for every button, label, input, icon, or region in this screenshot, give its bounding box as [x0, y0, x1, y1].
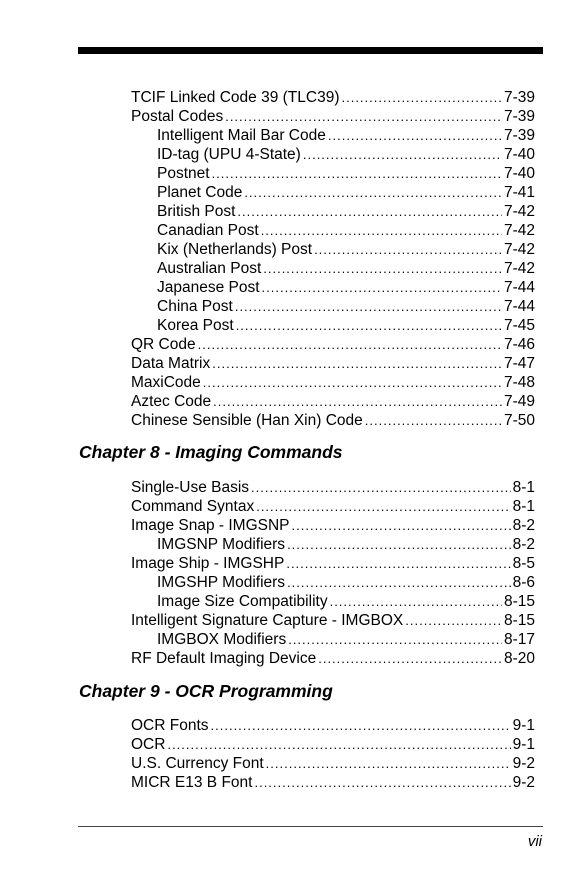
- dot-leader: [198, 335, 502, 354]
- toc-entry[interactable]: [131, 478, 535, 497]
- toc-entry-page-number: 8-2: [512, 536, 535, 553]
- toc-entry-page-number: 7-45: [503, 317, 535, 334]
- toc-entry-label: China Post: [157, 298, 233, 315]
- toc-entry[interactable]: [131, 240, 535, 259]
- toc-entry-page-number: 7-42: [503, 260, 535, 277]
- dot-leader: [405, 611, 502, 630]
- dot-leader: [287, 573, 511, 592]
- toc-entry-page-number: 8-15: [503, 612, 535, 629]
- toc-entry-label: IMGBOX Modifiers: [157, 631, 287, 648]
- dot-leader: [213, 392, 502, 411]
- dot-leader: [266, 754, 511, 773]
- dot-leader: [251, 478, 511, 497]
- toc-entry-page-number: 8-20: [503, 650, 535, 667]
- toc-entry[interactable]: [131, 716, 535, 735]
- dot-leader: [328, 126, 502, 145]
- dot-leader: [318, 649, 502, 668]
- dot-leader: [212, 354, 502, 373]
- toc-entry-page-number: 8-17: [503, 631, 535, 648]
- toc-entry-label: IMGSHP Modifiers: [157, 574, 286, 591]
- toc-entry-label: Single-Use Basis: [131, 479, 250, 496]
- chapter-9-heading: Chapter 9 - OCR Programming: [79, 681, 333, 701]
- dot-leader: [286, 554, 510, 573]
- toc-entry[interactable]: [131, 649, 535, 668]
- toc-entry[interactable]: [131, 630, 535, 649]
- toc-entry[interactable]: [131, 773, 535, 792]
- dot-leader: [261, 221, 502, 240]
- toc-entry-page-number: 7-39: [503, 108, 535, 125]
- toc-entry-page-number: 7-49: [503, 393, 535, 410]
- toc-entry-page-number: 7-41: [503, 184, 535, 201]
- toc-entry-label: ID-tag (UPU 4-State): [157, 146, 301, 163]
- toc-entry[interactable]: [131, 88, 535, 107]
- toc-entry-label: Command Syntax: [131, 498, 255, 515]
- toc-entry[interactable]: [131, 335, 535, 354]
- toc-entry-label: MICR E13 B Font: [131, 774, 253, 791]
- dot-leader: [237, 202, 502, 221]
- toc-entry-label: QR Code: [131, 336, 196, 353]
- toc-entry[interactable]: [131, 611, 535, 630]
- dot-leader: [203, 373, 502, 392]
- dot-leader: [235, 297, 502, 316]
- toc-entry-page-number: 9-1: [512, 736, 535, 753]
- dot-leader: [287, 535, 511, 554]
- toc-entry-page-number: 8-6: [512, 574, 535, 591]
- toc-entry-page-number: 7-44: [503, 298, 535, 315]
- toc-entry[interactable]: [131, 392, 535, 411]
- toc-entry[interactable]: [131, 297, 535, 316]
- toc-entry[interactable]: [131, 754, 535, 773]
- toc-entry-label: Postnet: [157, 165, 210, 182]
- toc-entry[interactable]: [131, 259, 535, 278]
- toc-entry-page-number: 9-2: [512, 774, 535, 791]
- toc-entry-page-number: 7-42: [503, 241, 535, 258]
- toc-entry-label: Image Size Compatibility: [157, 593, 328, 610]
- toc-entry[interactable]: [131, 145, 535, 164]
- dot-leader: [288, 630, 502, 649]
- dot-leader: [167, 735, 510, 754]
- toc-entry-label: Kix (Netherlands) Post: [157, 241, 313, 258]
- toc-entry-page-number: 7-40: [503, 165, 535, 182]
- toc-entry-label: Australian Post: [157, 260, 262, 277]
- toc-entry[interactable]: [131, 735, 535, 754]
- dot-leader: [314, 240, 502, 259]
- toc-entry[interactable]: [131, 164, 535, 183]
- toc-entry[interactable]: [131, 107, 535, 126]
- toc-section-chapter-8: [131, 478, 535, 668]
- toc-entry-label: Image Ship - IMGSHP: [131, 555, 285, 572]
- toc-entry-page-number: 7-40: [503, 146, 535, 163]
- toc-entry-page-number: 7-39: [503, 127, 535, 144]
- dot-leader: [262, 278, 502, 297]
- toc-entry-label: Postal Codes: [131, 108, 224, 125]
- toc-entry-page-number: 7-42: [503, 222, 535, 239]
- toc-entry[interactable]: [131, 592, 535, 611]
- toc-entry[interactable]: [131, 554, 535, 573]
- toc-entry-label: Intelligent Mail Bar Code: [157, 127, 326, 144]
- toc-entry-label: OCR: [131, 736, 166, 753]
- toc-entry[interactable]: [131, 183, 535, 202]
- toc-entry-label: British Post: [157, 203, 236, 220]
- toc-entry-page-number: 8-1: [512, 498, 535, 515]
- toc-entry[interactable]: [131, 516, 535, 535]
- dot-leader: [341, 88, 501, 107]
- toc-entry-page-number: 7-39: [503, 89, 535, 106]
- toc-section-chapter-7: [131, 88, 535, 430]
- toc-entry-page-number: 8-2: [512, 517, 535, 534]
- toc-entry-label: RF Default Imaging Device: [131, 650, 317, 667]
- toc-entry-label: TCIF Linked Code 39 (TLC39): [131, 89, 340, 106]
- toc-entry-label: OCR Fonts: [131, 717, 209, 734]
- toc-section-chapter-9: [131, 716, 535, 792]
- toc-entry-label: MaxiCode: [131, 374, 201, 391]
- toc-entry-page-number: 9-2: [512, 755, 535, 772]
- toc-entry-page-number: 8-1: [512, 479, 535, 496]
- toc-entry[interactable]: [131, 411, 535, 430]
- toc-entry-label: Korea Post: [157, 317, 234, 334]
- toc-entry-label: IMGSNP Modifiers: [157, 536, 286, 553]
- toc-entry-page-number: 7-47: [503, 355, 535, 372]
- toc-entry-label: Data Matrix: [131, 355, 211, 372]
- toc-entry-page-number: 7-42: [503, 203, 535, 220]
- toc-entry[interactable]: [131, 497, 535, 516]
- toc-entry-page-number: 7-44: [503, 279, 535, 296]
- toc-entry-label: Planet Code: [157, 184, 243, 201]
- toc-entry[interactable]: [131, 316, 535, 335]
- toc-entry-label: U.S. Currency Font: [131, 755, 264, 772]
- toc-entry-label: Aztec Code: [131, 393, 212, 410]
- toc-entry-page-number: 7-46: [503, 336, 535, 353]
- dot-leader: [254, 773, 510, 792]
- toc-entry[interactable]: [131, 373, 535, 392]
- toc-entry[interactable]: [131, 202, 535, 221]
- toc-entry[interactable]: [131, 573, 535, 592]
- dot-leader: [212, 164, 502, 183]
- toc-entry-page-number: 8-15: [503, 593, 535, 610]
- toc-entry[interactable]: [131, 354, 535, 373]
- dot-leader: [330, 592, 502, 611]
- toc-entry-label: Image Snap - IMGSNP: [131, 517, 290, 534]
- dot-leader: [292, 516, 511, 535]
- toc-entry-label: Japanese Post: [157, 279, 260, 296]
- toc-entry-page-number: 9-1: [512, 717, 535, 734]
- dot-leader: [244, 183, 502, 202]
- toc-entry-label: Canadian Post: [157, 222, 259, 239]
- dot-leader: [256, 497, 510, 516]
- toc-entry-page-number: 8-5: [512, 555, 535, 572]
- dot-leader: [303, 145, 502, 164]
- dot-leader: [225, 107, 502, 126]
- toc-entry[interactable]: [131, 221, 535, 240]
- dot-leader: [236, 316, 502, 335]
- toc-entry[interactable]: [131, 278, 535, 297]
- toc-entry-page-number: 7-48: [503, 374, 535, 391]
- dot-leader: [263, 259, 502, 278]
- footer-rule: [78, 826, 543, 827]
- toc-entry-label: Intelligent Signature Capture - IMGBOX: [131, 612, 404, 629]
- dot-leader: [211, 716, 511, 735]
- toc-entry-page-number: 7-50: [503, 412, 535, 429]
- toc-entry-label: Chinese Sensible (Han Xin) Code: [131, 412, 363, 429]
- chapter-8-heading: Chapter 8 - Imaging Commands: [79, 442, 343, 462]
- page-number: vii: [527, 833, 542, 850]
- top-rule: [78, 47, 543, 54]
- dot-leader: [365, 411, 502, 430]
- toc-entry[interactable]: [131, 126, 535, 145]
- toc-entry[interactable]: [131, 535, 535, 554]
